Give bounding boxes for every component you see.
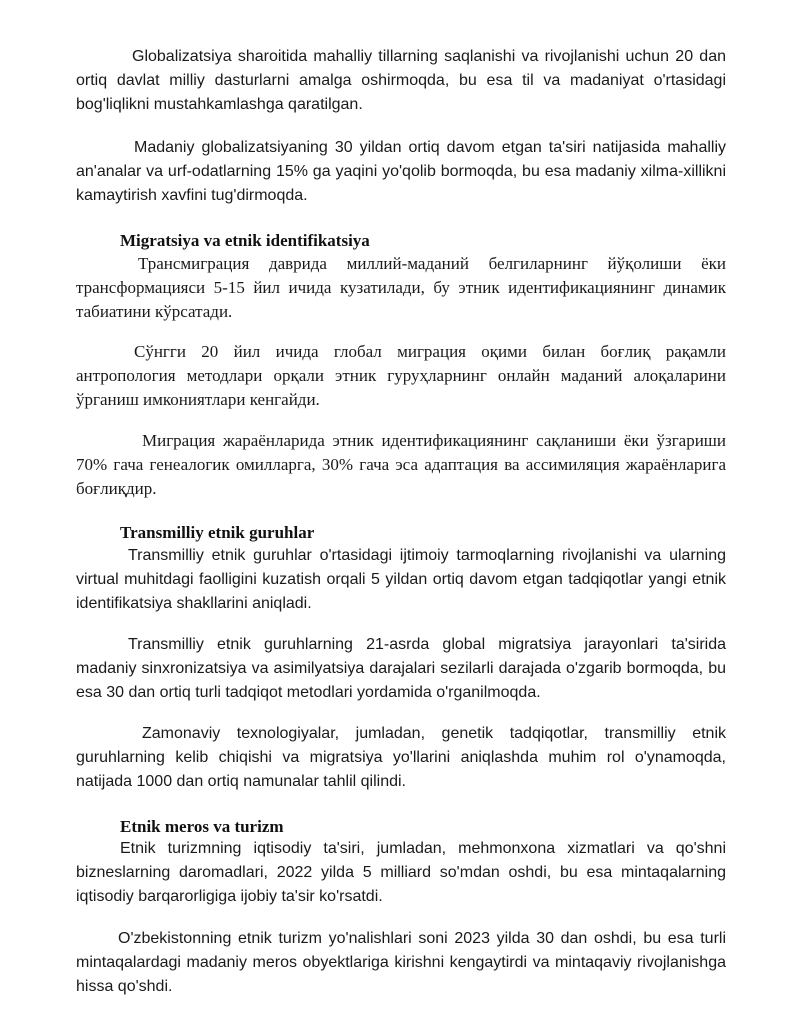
section-heading-migratsiya: Migratsiya va etnik identifikatsiya (120, 231, 370, 250)
paragraph-mahalliy-tillar: Globalizatsiya sharoitida mahalliy tillarning saqlanishi va rivojlanishi uchun 20 dan ortiq davlat milliy dasturlarni amalga oshirmoqda, bu esa til va madaniyat o'rtasidagi bog'liqlikni mustahkamlashga qaratilgan. (76, 48, 726, 113)
paragraph-madaniy-globalizatsiya: Madaniy globalizatsiyaning 30 yildan ortiq davom etgan ta'siri natijasida mahalliy an'analar va urf-odatlarning 15% ga yaqini yo'qolib bormoqda, bu esa madaniy xilma-xillikni kamaytirish xavfini tug'dirmoqda. (76, 139, 726, 204)
paragraph-migratsiya-jarayonlari: Миграция жараёнларида этник идентификациянинг сақланиши ёки ўзгариши 70% гача генеалогик омилларга, 30% гача эса адаптация ва ассимиляция жараёнларига боғлиқдир. (76, 431, 726, 498)
paragraph-ijtimoiy-tarmoqlar: Transmilliy etnik guruhlar o'rtasidagi ijtimoiy tarmoqlarning rivojlanishi va ularning virtual muhitdagi faolligini kuzatish orqali 5 yildan ortiq davom etgan tadqiqotlar yangi etnik identifikatsiya shakllarini aniqladi. (76, 547, 726, 612)
paragraph-etnik-turizm-iqtisodiy: Etnik turizmning iqtisodiy ta'siri, jumladan, mehmonxona xizmatlari va qo'shni bizneslarning daromadlari, 2022 yilda 5 milliard so'mdan oshdi, bu esa mintaqalarning iqtisodiy barqarorligiga ijobiy ta'sir ko'rsatdi. (76, 840, 726, 905)
section-heading-transmilliy: Transmilliy etnik guruhlar (120, 523, 315, 542)
paragraph-transmigratsiya: Трансмиграция даврида миллий-маданий белгиларнинг йўқолиши ёки трансформацияси 5-15 йил ичида кузатилади, бу этник идентификациянинг динамик табиатини кўрсатади. (76, 254, 726, 321)
paragraph-etnik-turizm-yonalishlari: O'zbekistonning etnik turizm yo'nalishlari soni 2023 yilda 30 dan oshdi, bu esa turli mintaqalardagi madaniy meros obyektlariga kirishni kengaytirdi va mintaqaviy rivojlanishga hissa qo'shdi. (76, 930, 726, 995)
paragraph-raqamli-antropologiya: Сўнгги 20 йил ичида глобал миграция оқими билан боғлиқ рақамли антропология методлари орқали этник гуруҳларнинг онлайн маданий алоқаларини ўрганиш имкониятлари кенгайди. (76, 342, 726, 409)
section-heading-etnik-meros: Etnik meros va turizm (120, 817, 284, 836)
paragraph-zamonaviy-texnologiyalar: Zamonaviy texnologiyalar, jumladan, genetik tadqiqotlar, transmilliy etnik guruhlarning kelib chiqishi va migratsiya yo'llarini aniqlashda muhim rol o'ynamoqda, natijada 1000 dan ortiq namunalar tahlil qilindi. (76, 725, 726, 790)
paragraph-madaniy-sinxronizatsiya: Transmilliy etnik guruhlarning 21-asrda global migratsiya jarayonlari ta'sirida madaniy sinxronizatsiya va asimilyatsiya darajalari sezilarli darajada o'zgarib bormoqda, bu esa 30 dan ortiq turli tadqiqot metodlari yordamida o'rganilmoqda. (76, 636, 726, 701)
